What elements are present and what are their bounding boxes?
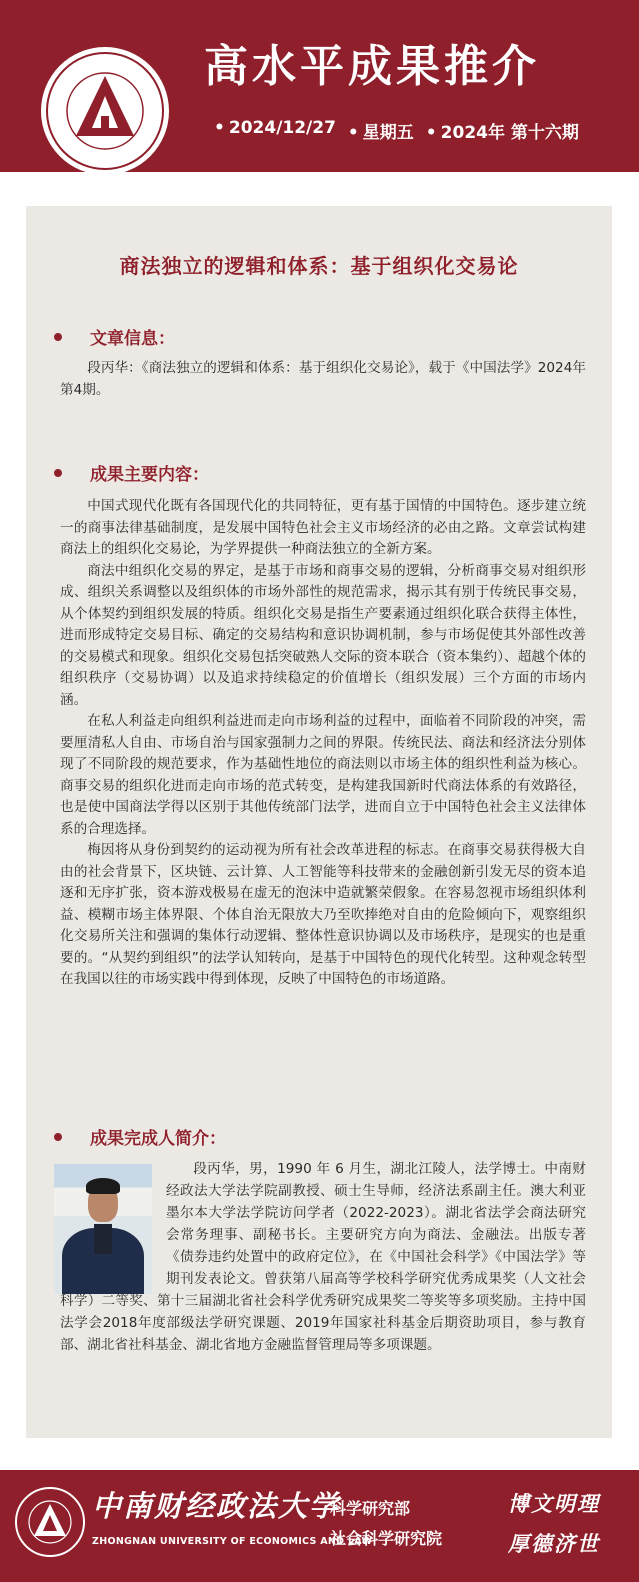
header-banner [0, 0, 639, 172]
issue-date: • 2024/12/27 [214, 118, 336, 143]
author-bio-text: 段丙华，男，1990 年 6 月生，湖北江陵人，法学博士。中南财经政法大学法学院副教授、硕士生导师，经济法系副主任。澳大利亚墨尔本大学法学院访问学者（2022-2023）。湖北省法学会商法研究会常务理事、副秘书长。主要研究方向为商法、金融法。出版专著《债券违约处置中的政府定位》，在《中国社会科学》《中国法学》等期刊发表论文。曾获第八届高等学校科学研究优秀成果奖（人文社会科学）二等奖、第十三届湖北省社会科学优秀研究成果奖二等奖等多项奖励。主持中国法学会2018年度部级法学研究课题、2019年国家社科基金后期资助项目，参与教育部、湖北省社科基金、湖北省地方金融监督管理局等多项课题。 [60, 1161, 586, 1353]
content-paragraph: 中国式现代化既有各国现代化的共同特征，更有基于国情的中国特色。逐步建立统一的商事法律基础制度，是发展中国特色社会主义市场经济的必由之路。文章尝试构建商法上的组织化交易论，为学界提供一种商法独立的全新方案。 [60, 498, 586, 557]
content-paragraph: 梅因将从身份到契约的运动视为所有社会改革进程的标志。在商事交易获得极大自由的社会背景下，区块链、云计算、人工智能等科技带来的金融创新引发无尽的资本追逐和无序扩张，资本游戏极易在虚无的泡沫中造就繁荣假象。在容易忽视市场组织体利益、模糊市场主体界限、个体自治无限放大乃至吹捧绝对自由的危险倾向下，观察组织化交易所关注和强调的集体行动逻辑、整体性意识协调以及市场秩序，是现实的也是重要的。“从契约到组织”的法学认知转向，是基于中国特色的现代化转型。这种观念转型在我国以往的市场实践中得到体现，反映了中国特色的市场道路。 [60, 842, 586, 987]
author-bio [60, 1158, 586, 1356]
issue-weekday: • 星期五 [348, 118, 414, 143]
article-info-text: 段丙华：《商法独立的逻辑和体系：基于组织化交易论》，载于《中国法学》2024年第4期。 [60, 360, 586, 398]
university-name-en: ZHONGNAN UNIVERSITY OF ECONOMICS AND LAW [92, 1536, 373, 1547]
content-paragraph: 在私人利益走向组织利益进而走向市场利益的过程中，面临着不同阶段的冲突，需要厘清私人自由、市场自治与国家强制力之间的界限。传统民法、商法和经济法分别体现了不同阶段的规范要求，作为基础性地位的商法则以市场主体的组织性利益为核心。商事交易的组织化进而走向市场的范式转变，是构建我国新时代商法体系的有效路径，也是使中国商法学得以区别于其他传统部门法学，进而自立于中国特色社会主义法律体系的合理选择。 [60, 713, 586, 837]
issue-number: • 2024年 第十六期 [426, 118, 579, 143]
content-paragraph: 商法中组织化交易的界定，是基于市场和商事交易的逻辑，分析商事交易对组织形成、组织关系调整以及组织体的市场外部性的规范需求，揭示其有别于传统民事交易，从个体契约到组织发展的特质。组织化交易是指生产要素通过组织化联合获得主体性，进而形成特定交易目标、确定的交易结构和意识协调机制，参与市场促使其外部性改善的交易模式和现象。组织化交易包括突破熟人交际的资本联合（资本集约）、超越个体的组织秩序（交易协调）以及追求持续稳定的价值增长（组织发展）三个方面的市场内涵。 [60, 562, 586, 708]
article-title: 商法独立的逻辑和体系：基于组织化交易论 [119, 254, 519, 278]
issue-meta [214, 118, 579, 143]
university-logo-icon [38, 44, 172, 178]
section-heading-info: 文章信息： [54, 324, 175, 349]
university-motto [508, 1484, 600, 1564]
section-heading-author: 成果完成人简介： [54, 1124, 226, 1149]
footer-banner [0, 1470, 639, 1582]
bullet-icon [54, 333, 62, 341]
university-name-cn: 中南财经政法大学 [92, 1489, 341, 1523]
motto-line-1: 博文明理 [508, 1491, 600, 1516]
bullet-icon [54, 1133, 62, 1141]
content-paragraphs [60, 496, 586, 991]
motto-line-2: 厚德济世 [508, 1531, 600, 1556]
article-card [26, 206, 612, 1438]
department-names [330, 1494, 442, 1554]
department-1: 科学研究部 [330, 1499, 411, 1518]
bullet-icon [54, 469, 62, 477]
department-2: 社会科学研究院 [330, 1529, 443, 1548]
university-logo-icon [14, 1486, 86, 1558]
section-heading-content: 成果主要内容： [54, 460, 209, 485]
page-title: 高水平成果推介 [204, 41, 540, 92]
